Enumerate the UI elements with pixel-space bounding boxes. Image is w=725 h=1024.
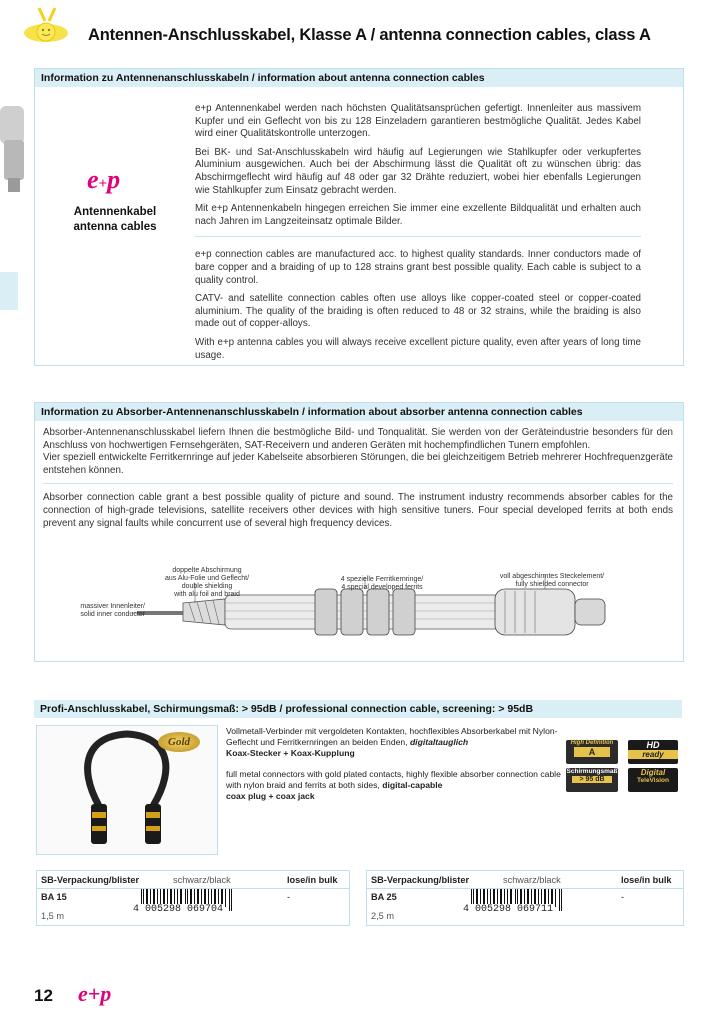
- col-color-header: schwarz/black: [173, 875, 231, 885]
- antenna-de-paragraph-1: e+p Antennenkabel werden nach höchsten Qualitätsansprüchen gefertigt. Innenleiter aus massivem Kupfer und ein Geflecht von bis zu 128 Einzeladern garantieren bestmögliche Qualität. Jedes Kabel wird einer Qualitätskontrolle unterzogen.: [195, 103, 641, 140]
- hd-grade-badge: High Definition A: [566, 740, 618, 764]
- label-connector: voll abgeschirmtes Steckelement/ fully shielded connector: [499, 573, 605, 588]
- antenna-en-paragraph-2: CATV- and satellite connection cables often use alloys like copper-coated steel or copper-coated aluminium. The quality of the braiding is often reduced to 48 or 32 strains, while the braiding is also made out of copper-alloys.: [195, 293, 641, 330]
- antenna-text-block: [195, 103, 641, 368]
- label-shielding: doppelte Abschirmung aus Alu-Folie und Geflecht/ double shielding with alu foil and braid: [164, 567, 250, 598]
- antenna-en-paragraph-1: e+p connection cables are manufactured acc. to highest quality standards. Inner conductors made of bare copper and a braiding of up to 128 strains grant best possible quality. Each cable is subject to a quality control.: [195, 249, 641, 286]
- barcode: [133, 889, 249, 915]
- screening-badge: Schirmungsmaß > 95 dB: [566, 768, 618, 792]
- connector-photo: [0, 100, 34, 200]
- product-length: 1,5 m: [41, 911, 64, 921]
- absorber-en-paragraph-1: Absorber connection cable grant a best possible quality of picture and sound. The instrument industry recommends absorber cables for the connection of high-grade televisions, satellite receivers other devices with high sensitive tuners. Four special developed ferrits at both ends prevent any signal faults while concurrent use of several high frequency devices.: [43, 492, 673, 529]
- col-bulk-header: lose/in bulk: [621, 875, 672, 885]
- antenna-en-paragraph-3: With e+p antenna cables you will always receive excellent picture quality, even after years of long time usage.: [195, 336, 641, 361]
- profi-desc-en: full metal connectors with gold plated contacts, highly flexible absorber connection cable with nylon braid and ferrits at both sides, digital-capable: [226, 769, 561, 790]
- divider: [43, 483, 673, 484]
- gold-badge: Gold: [158, 732, 200, 752]
- antenna-de-paragraph-3: Mit e+p Antennenkabeln hingegen erreichen Sie immer eine exzellente Bildqualität und erhalten auch nach Jahren im Langzeiteinsatz optimale Bilder.: [195, 203, 641, 227]
- antenna-de-paragraph-2: Bei BK- und Sat-Anschlusskabeln wird häufig auf Legierungen wie Stahlkupfer oder verkupfertes Aluminium ausgewichen. Auch bei der Abschirmung lässt die Qualität oft zu wünschen übrig: das Abschirmgeflecht wird häufig auf 48 oder gar 32 Drähte reduziert, wobei hier ebenfalls Legierungen wie Stahlkupfer zum Einsatz gebracht werden.: [195, 146, 641, 196]
- brand-sun-logo: [22, 6, 70, 46]
- absorber-de-paragraph-1: Absorber-Antennenanschlusskabel liefern Ihnen die bestmögliche Bild- und Tonqualität. Sie werden von der Geräteindustrie besonders für den Anschluss von hochwertigen Fernsehgeräten, SAT-Receivern und anderen Geräten mit hochempfindlichen Tunern empfohlen.: [43, 427, 673, 451]
- product-table-2: [366, 870, 684, 926]
- col-pack-header: SB-Verpackung/blister: [371, 875, 470, 885]
- barcode-ean: 4 005298 069704: [133, 904, 224, 915]
- section-antenna-info: [34, 68, 684, 366]
- page-title: Antennen-Anschlusskabel, Klasse A / antenna connection cables, class A: [88, 26, 651, 44]
- side-tab-marker: [0, 272, 18, 310]
- product-bulk: -: [287, 892, 291, 902]
- absorber-text-block: [43, 427, 673, 536]
- section-absorber-info: [34, 402, 684, 662]
- barcode: [463, 889, 579, 915]
- label-ferrits: 4 spezielle Ferritkernringe/ 4 special developed ferrits: [340, 576, 424, 591]
- product-label-de: Antennenkabel: [73, 206, 157, 218]
- profi-desc-de-line: Koax-Stecker + Koax-Kupplung: [226, 748, 355, 758]
- ep-logo: e+p: [87, 165, 121, 194]
- section-profi-heading: Profi-Anschlusskabel, Schirmungsmaß: > 95dB / professional connection cable, screening: > 95dB: [34, 700, 682, 718]
- col-color-header: schwarz/black: [503, 875, 561, 885]
- product-code: BA 25: [371, 892, 397, 902]
- digital-tv-badge: Digital TeleVision: [628, 768, 678, 792]
- col-pack-header: SB-Verpackung/blister: [41, 875, 140, 885]
- page-number: 12: [34, 986, 53, 1005]
- absorber-de-paragraph-2: Vier speziell entwickelte Ferritkernringe auf jeder Kabelseite absorbieren Störungen, die bei gleichzeitigem Betrieb mehrerer Hochfrequenzgeräte entstehen können.: [43, 452, 673, 476]
- col-bulk-header: lose/in bulk: [287, 875, 338, 885]
- divider: [195, 236, 641, 237]
- profi-desc-en-line: coax plug + coax jack: [226, 791, 315, 801]
- product-length: 2,5 m: [371, 911, 394, 921]
- product-code: BA 15: [41, 892, 67, 902]
- barcode-ean: 4 005298 069711: [463, 904, 554, 915]
- label-inner-conductor: massiver Innenleiter/ solid inner conductor: [80, 603, 145, 618]
- section-absorber-heading: Information zu Absorber-Antennenanschlusskabeln / information about absorber antenna connection cables: [35, 403, 683, 421]
- product-label-en: antenna cables: [73, 221, 157, 233]
- section-antenna-heading: Information zu Antennenanschlusskabeln / information about antenna connection cables: [35, 69, 683, 87]
- product-table-1: [36, 870, 350, 926]
- hd-ready-badge: HD ready: [628, 740, 678, 764]
- footer-ep-logo: e+p: [78, 981, 112, 1006]
- profi-desc-de: Vollmetall-Verbinder mit vergoldeten Kontakten, hochflexibles Absorberkabel mit Nylon-Geflecht und Ferritkernringen an beiden Enden, digitaltauglich: [226, 726, 558, 747]
- product-bulk: -: [621, 892, 625, 902]
